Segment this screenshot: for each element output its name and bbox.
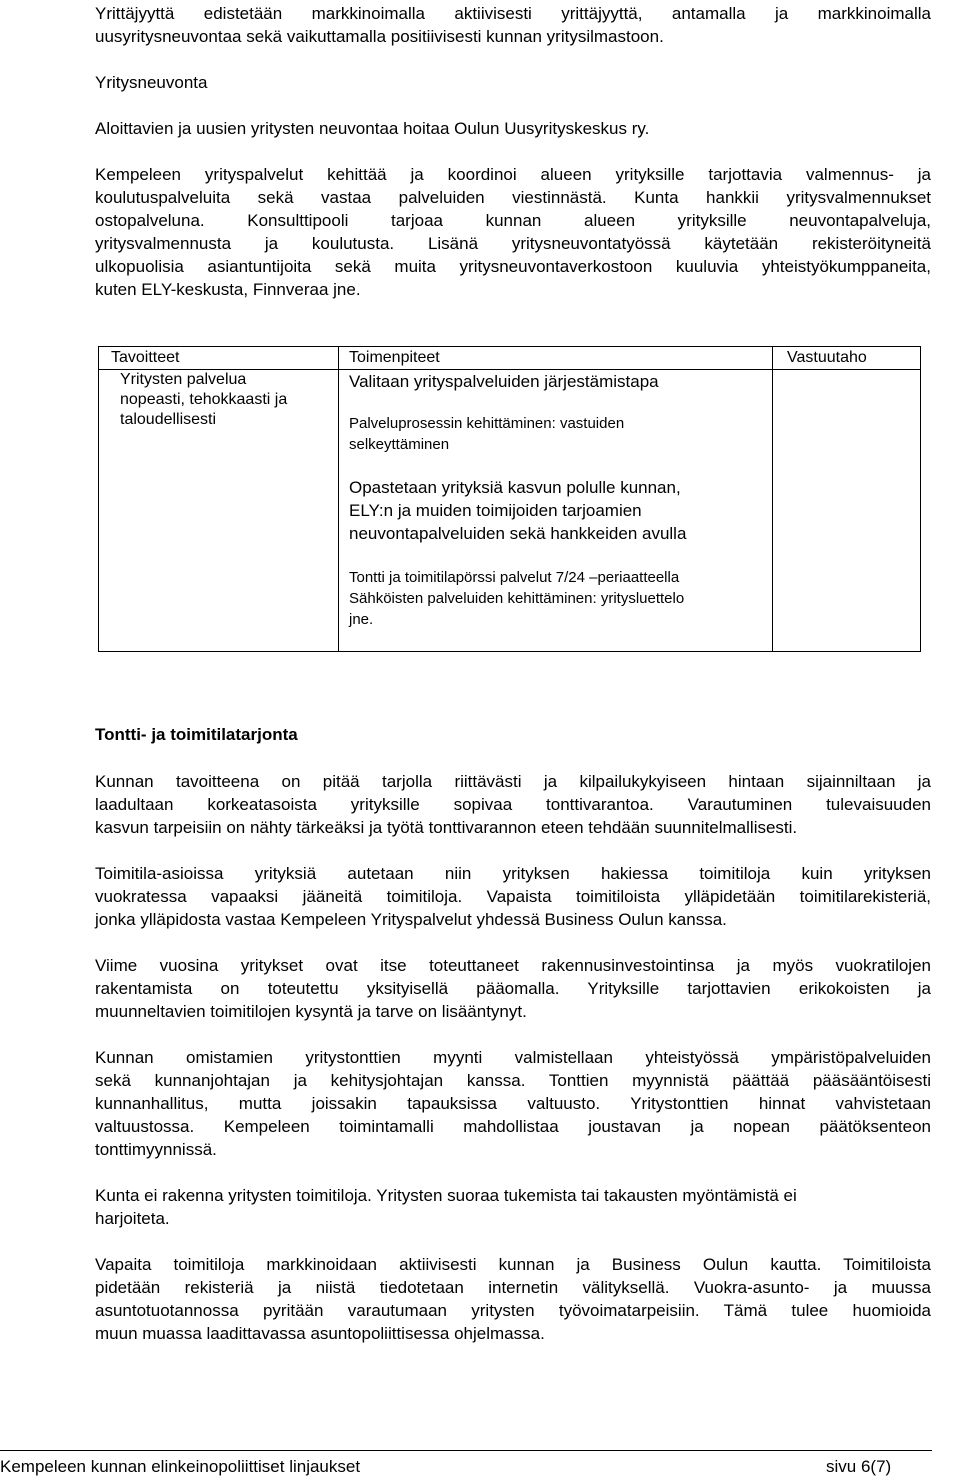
text-line: kunnanhallitus, mutta joissakin tapauksissa valtuusto. Yritystonttien hinnat vahvistetaan: [95, 1094, 931, 1113]
paragraph: [95, 163, 931, 301]
table-cell-action: [349, 476, 686, 545]
footer-document-title: Kempeleen kunnan elinkeinopoliittiset linjaukset: [0, 1457, 361, 1476]
paragraph: [95, 1046, 931, 1161]
intro-paragraph: [95, 2, 931, 48]
table-column-responsible: [773, 347, 922, 651]
text-line: kuten ELY-keskusta, Finnveraa jne.: [95, 280, 361, 299]
paragraph-text: [95, 862, 931, 931]
text-line: valtuustossa. Kempeleen toimintamalli mahdollistaa joustavan ja nopean päätöksenteon: [95, 1117, 931, 1136]
footer-divider: [0, 1450, 932, 1451]
cell-line: taloudellisesti: [120, 411, 217, 428]
paragraph-text: [95, 1253, 931, 1345]
text-line: Kunnan omistamien yritystonttien myynti valmistellaan yhteistyössä ympäristöpalveluiden: [95, 1048, 931, 1067]
paragraph-text: Aloittavien ja uusien yritysten neuvontaa hoitaa Oulun Uusyrityskeskus ry.: [95, 119, 650, 138]
text-line: harjoiteta.: [95, 1209, 170, 1228]
footer-page-number: sivu 6(7): [826, 1457, 892, 1476]
cell-line: jne.: [349, 611, 374, 628]
text-line: muun muassa laadittavassa asuntopoliittisessa ohjelmassa.: [95, 1324, 545, 1343]
text-line: Kunta ei rakenna yritysten toimitiloja. Yritysten suoraa tukemista tai takausten myöntämistä ei: [95, 1186, 797, 1205]
cell-line: Sähköisten palveluiden kehittäminen: yritysluettelo: [349, 590, 685, 607]
cell-line: selkeyttäminen: [349, 436, 450, 453]
paragraph-text: [95, 954, 931, 1023]
text-line: laadultaan korkeatasoista yrityksille sopivaa tonttivarantoa. Varautuminen tulevaisuuden: [95, 795, 931, 814]
table-header-goals: Tavoitteet: [111, 349, 180, 366]
table-cell-action: [349, 413, 624, 455]
text-line: Viime vuosina yritykset ovat itse toteuttaneet rakennusinvestointinsa ja myös vuokratilojen: [95, 956, 931, 975]
cell-line: nopeasti, tehokkaasti ja: [120, 391, 288, 408]
section-yritysneuvonta: [95, 71, 931, 94]
text-line: Toimitila-asioissa yrityksiä autetaan niin yrityksen hakiessa toimitiloja kuin yrityksen: [95, 864, 931, 883]
text-line: Kunnan tavoitteena on pitää tarjolla riittävästi ja kilpailukykyiseen hintaan sijainniltaan ja: [95, 772, 931, 791]
table-cell-goal: [120, 370, 287, 430]
paragraph-text: [95, 1184, 931, 1230]
table-cell-action: Valitaan yrityspalveluiden järjestämistapa: [349, 372, 659, 391]
text-line: muunneltavien toimitilojen kysyntä ja tarve on lisääntynyt.: [95, 1002, 527, 1021]
paragraph-text: [95, 1046, 931, 1161]
paragraph: [95, 862, 931, 931]
section-heading: Yritysneuvonta: [95, 73, 208, 92]
text-line: kasvun tarpeisiin on nähty tärkeäksi ja työtä tonttivarannon eteen tehdään suunnitelmallisesti.: [95, 818, 798, 837]
section-tontti: [95, 723, 931, 746]
text-line: yritysvalmennusta ja koulutusta. Lisänä yritysneuvontatyössä käytetään rekisteröityneitä: [95, 234, 931, 253]
text-line: asuntotuotannossa pyritään varautumaan yritysten työvoimatarpeisiin. Tämä tulee huomioida: [95, 1301, 931, 1320]
cell-line: ELY:n ja muiden toimijoiden tarjoamien: [349, 501, 642, 520]
paragraph-text: [95, 163, 931, 301]
cell-line: Yritysten palvelua: [120, 371, 247, 388]
cell-line: Palveluprosessin kehittäminen: vastuiden: [349, 415, 625, 432]
paragraph: [95, 117, 931, 140]
text-line: koulutuspalveluita sekä vastaa palveluiden viestinnästä. Kunta hankkii yritysvalmennukset: [95, 188, 931, 207]
text-line: tonttimyynnissä.: [95, 1140, 217, 1159]
text-line: uusyritysneuvontaa sekä vaikuttamalla positiivisesti kunnan yritysilmastoon.: [95, 27, 664, 46]
text-line: sekä kunnanjohtajan ja kehitysjohtajan kanssa. Tonttien myynnistä päättää pääsääntöisesti: [95, 1071, 931, 1090]
paragraph: [95, 1253, 931, 1345]
paragraph: [95, 770, 931, 839]
section-heading: Tontti- ja toimitilatarjonta: [95, 725, 298, 744]
text-line: Vapaita toimitiloja markkinoidaan aktiivisesti kunnan ja Business Oulun kautta. Toimitiloista: [95, 1255, 931, 1274]
text-line: pidetään rekisteriä ja niistä tiedotetaan internetin välityksellä. Vuokra-asunto- ja muussa: [95, 1278, 931, 1297]
text-line: jonka ylläpidosta vastaa Kempeleen Yrityspalvelut yhdessä Business Oulun kanssa.: [95, 910, 727, 929]
text-line: vuokratessa vapaaksi jääneitä toimitiloja. Vapaista toimitiloista ylläpidetään toimitilarekisteriä,: [95, 887, 931, 906]
paragraph: [95, 954, 931, 1023]
table-header-responsible: Vastuutaho: [787, 349, 867, 366]
cell-line: Opastetaan yrityksiä kasvun polulle kunnan,: [349, 478, 681, 497]
text-line: ostopalveluna. Konsulttipooli tarjoaa kunnan alueen yrityksille neuvontapalveluja,: [95, 211, 931, 230]
paragraph-text: [95, 770, 931, 839]
intro-text: [95, 2, 931, 48]
cell-line: Tontti ja toimitilapörssi palvelut 7/24 –periaatteella: [349, 569, 680, 586]
text-line: rakentamista on toteutettu yksityisellä pääomalla. Yrityksille tarjottavien erikokoisten ja: [95, 979, 931, 998]
cell-line: neuvontapalveluiden sekä hankkeiden avulla: [349, 524, 687, 543]
text-line: ulkopuolisia asiantuntijoita sekä muita yritysneuvontaverkostoon kuuluvia yhteistyökumppaneita,: [95, 257, 931, 276]
table-cell-action: [349, 567, 684, 630]
paragraph: [95, 1184, 931, 1230]
table-header-actions: Toimenpiteet: [349, 349, 440, 366]
text-line: Yrittäjyyttä edistetään markkinoimalla aktiivisesti yrittäjyyttä, antamalla ja markkinoimalla: [95, 4, 931, 23]
text-line: Kempeleen yrityspalvelut kehittää ja koordinoi alueen yrityksille tarjottavia valmennus- ja: [95, 165, 931, 184]
goals-table: [98, 346, 921, 652]
